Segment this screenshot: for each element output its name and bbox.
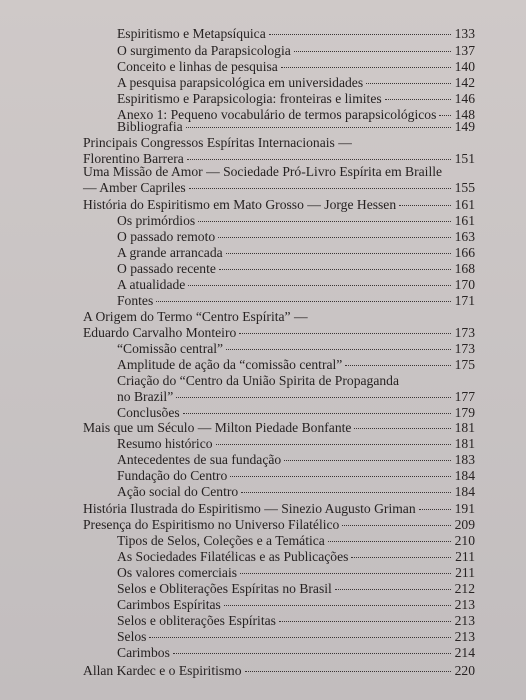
dot-leader <box>366 83 451 84</box>
toc-entry <box>117 597 475 613</box>
toc-entry-title: Selos e Obliterações Espíritas no Brasil <box>117 581 332 596</box>
toc-entry-title: Antecedentes de sua fundação <box>117 452 282 467</box>
dot-leader <box>188 285 451 286</box>
toc-entry-title-line: Principais Congressos Espíritas Internacionais — <box>83 135 352 150</box>
toc-entry-title: Florentino Barrera <box>83 151 184 166</box>
toc-entry-title: Mais que um Século — Milton Piedade Bonfante <box>83 420 352 435</box>
toc-page-number: 163 <box>454 229 475 244</box>
toc-entry-title: Os primórdios <box>117 213 196 228</box>
dot-leader <box>281 67 451 68</box>
toc-entry <box>117 75 475 91</box>
toc-entry-title: — Amber Capriles <box>83 180 186 195</box>
toc-entry <box>117 293 475 309</box>
toc-entry <box>117 436 475 452</box>
toc-entry <box>117 613 475 629</box>
toc-entry <box>117 245 475 261</box>
toc-entry <box>117 452 475 468</box>
dot-leader <box>187 159 451 160</box>
toc-page-number: 148 <box>454 107 475 122</box>
toc-entry-title: História Ilustrada do Espiritismo — Sinezio Augusto Griman <box>83 501 416 516</box>
toc-page-number: 181 <box>454 436 475 451</box>
toc-page-number: 133 <box>454 26 475 41</box>
toc-entry-title: As Sociedades Filatélicas e as Publicações <box>117 549 349 564</box>
toc-page-number: 183 <box>454 452 475 467</box>
toc-page-number: 161 <box>454 197 475 212</box>
toc-entry <box>83 197 475 213</box>
toc-page-number: 177 <box>454 389 475 404</box>
toc-page-number: 149 <box>454 119 475 134</box>
toc-entry <box>117 26 475 42</box>
toc-entry <box>117 645 475 661</box>
dot-leader <box>183 413 451 414</box>
toc-page-number: 142 <box>454 75 475 90</box>
toc-page-number: 210 <box>454 533 475 548</box>
dot-leader <box>385 99 451 100</box>
toc-entry-title: Tipos de Selos, Coleções e a Temática <box>117 533 325 548</box>
toc-page-number: 137 <box>454 43 475 58</box>
toc-entry <box>117 119 475 135</box>
toc-page-number: 212 <box>454 581 475 596</box>
toc-entry-title: Espiritismo e Parapsicologia: fronteiras e limites <box>117 91 382 106</box>
toc-page-number: 173 <box>454 341 475 356</box>
toc-entry-title: Resumo histórico <box>117 436 213 451</box>
toc-entry <box>117 468 475 484</box>
toc-page-number: 213 <box>454 597 475 612</box>
dot-leader <box>342 525 451 526</box>
toc-entry <box>117 277 475 293</box>
toc-entry-title: Selos e obliterações Espíritas <box>117 613 276 628</box>
toc-entry <box>83 517 475 533</box>
dot-leader <box>284 460 451 461</box>
toc-entry-title-line: Uma Missão de Amor — Sociedade Pró-Livro Espírita em Braille <box>83 164 443 179</box>
toc-page-number: 175 <box>454 357 475 372</box>
toc-entry-title: A atualidade <box>117 277 186 292</box>
toc-entry <box>117 405 475 421</box>
toc-entry <box>117 581 475 597</box>
toc-page-number: 181 <box>454 420 475 435</box>
toc-page-number: 211 <box>455 549 475 564</box>
toc-page-number: 213 <box>454 613 475 628</box>
dot-leader <box>269 34 451 35</box>
toc-entry-title: A grande arrancada <box>117 245 223 260</box>
toc-page-number: 213 <box>454 629 475 644</box>
dot-leader <box>149 637 451 638</box>
toc-entry <box>117 549 475 565</box>
toc-entry-title: Presença do Espiritismo no Universo Filatélico <box>83 517 340 532</box>
toc-entry <box>117 565 475 581</box>
toc-entry-title: A pesquisa parapsicológica em universidades <box>117 75 364 90</box>
dot-leader <box>218 237 451 238</box>
toc-page-number: 184 <box>454 468 475 483</box>
dot-leader <box>354 428 451 429</box>
toc-entry-title: Carimbos <box>117 645 170 660</box>
toc-entry <box>117 213 475 229</box>
dot-leader <box>240 573 451 574</box>
toc-entry-title: Bibliografia <box>117 119 183 134</box>
dot-leader <box>186 127 451 128</box>
toc-entry-title: Conclusões <box>117 405 180 420</box>
toc-entry <box>83 420 475 436</box>
dot-leader <box>198 221 451 222</box>
dot-leader <box>230 476 451 477</box>
toc-entry-title: Amplitude de ação da “comissão central” <box>117 357 343 372</box>
toc-entry-title: História do Espiritismo em Mato Grosso — Jorge Hessen <box>83 197 397 212</box>
toc-entry <box>117 533 475 549</box>
toc-entry-title: Ação social do Centro <box>117 484 239 499</box>
dot-leader <box>345 365 451 366</box>
toc-entry-title-line: Criação do “Centro da União Spirita de Propaganda <box>117 373 399 388</box>
toc-entry-title: Anexo 1: Pequeno vocabulário de termos parapsicológicos <box>117 107 437 122</box>
toc-entry-title: Espiritismo e Metapsíquica <box>117 26 266 41</box>
toc-page-number: 179 <box>454 405 475 420</box>
toc-entry-title: Selos <box>117 629 147 644</box>
dot-leader <box>335 589 451 590</box>
toc-entry <box>117 629 475 645</box>
toc-page-number: 140 <box>454 59 475 74</box>
toc-entry <box>83 164 475 196</box>
toc-entry-title: O surgimento da Parapsicologia <box>117 43 291 58</box>
toc-entry-title: Conceito e linhas de pesquisa <box>117 59 278 74</box>
toc-entry-title: O passado recente <box>117 261 216 276</box>
toc-entry <box>117 43 475 59</box>
toc-entry <box>83 135 475 167</box>
toc-page-number: 171 <box>454 293 475 308</box>
toc-entry <box>117 373 475 405</box>
dot-leader <box>156 301 451 302</box>
dot-leader <box>224 605 451 606</box>
dot-leader <box>351 557 451 558</box>
toc-entry-title: O passado remoto <box>117 229 216 244</box>
dot-leader <box>419 509 451 510</box>
dot-leader <box>226 349 451 350</box>
toc-entry-title: no Brazil” <box>117 389 174 404</box>
dot-leader <box>239 333 451 334</box>
toc-page-number: 170 <box>454 277 475 292</box>
dot-leader <box>219 269 451 270</box>
toc-entry-title: Carimbos Espíritas <box>117 597 221 612</box>
toc-entry <box>117 341 475 357</box>
toc-entry-title-line: A Origem do Termo “Centro Espírita” — <box>83 309 308 324</box>
toc-entry-title: Allan Kardec e o Espiritismo <box>83 663 242 678</box>
toc-page-number: 173 <box>454 325 475 340</box>
dot-leader <box>173 653 451 654</box>
toc-page-number: 146 <box>454 91 475 106</box>
dot-leader <box>176 397 451 398</box>
toc-entry <box>83 501 475 517</box>
toc-entry-title: “Comissão central” <box>117 341 224 356</box>
dot-leader <box>241 492 451 493</box>
dot-leader <box>226 253 451 254</box>
toc-entry <box>117 59 475 75</box>
dot-leader <box>216 444 451 445</box>
toc-entry-title: Fontes <box>117 293 154 308</box>
toc-entry <box>117 484 475 500</box>
toc-page-number: 209 <box>454 517 475 532</box>
toc-entry <box>83 309 475 341</box>
toc-entry-title: Fundação do Centro <box>117 468 228 483</box>
toc-entry-title: Os valores comerciais <box>117 565 238 580</box>
toc-entry <box>117 261 475 277</box>
toc-page-number: 155 <box>454 180 475 195</box>
toc-page-number: 220 <box>454 663 475 678</box>
toc-page-number: 211 <box>455 565 475 580</box>
dot-leader <box>328 541 451 542</box>
toc-page-number: 151 <box>454 151 475 166</box>
toc-page-number: 161 <box>454 213 475 228</box>
toc-entry <box>83 663 475 679</box>
toc-entry <box>117 91 475 107</box>
toc-entry <box>117 229 475 245</box>
dot-leader <box>439 115 451 116</box>
dot-leader <box>294 51 451 52</box>
dot-leader <box>279 621 451 622</box>
dot-leader <box>245 671 451 672</box>
toc-page-number: 214 <box>454 645 475 660</box>
toc-entry <box>117 357 475 373</box>
dot-leader <box>189 188 451 189</box>
toc-page-number: 184 <box>454 484 475 499</box>
toc-entry-title: Eduardo Carvalho Monteiro <box>83 325 237 340</box>
toc-page-number: 168 <box>454 261 475 276</box>
toc-page-number: 191 <box>454 501 475 516</box>
dot-leader <box>399 205 451 206</box>
toc-page-number: 166 <box>454 245 475 260</box>
